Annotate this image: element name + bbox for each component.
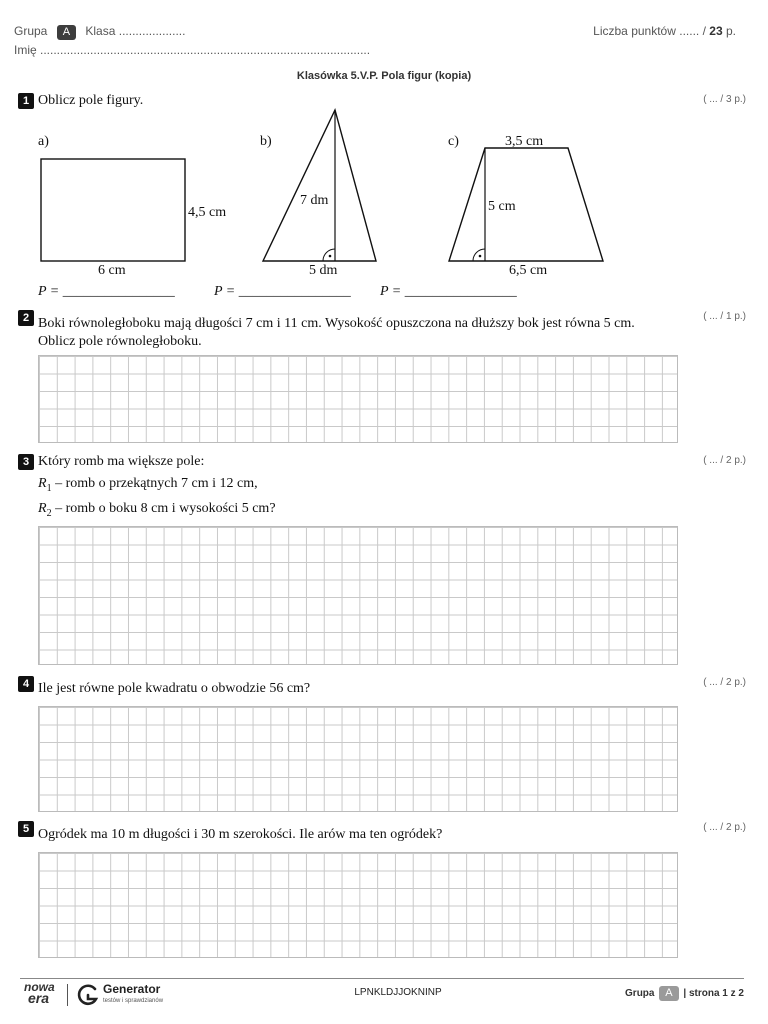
trapezoid-right-angle-dot-icon (479, 255, 482, 258)
trapezoid-right-angle-icon (473, 249, 485, 261)
r2-symbol: R (38, 501, 47, 516)
group-badge: A (57, 25, 76, 40)
figure-c-label: c) (448, 134, 459, 149)
logo-nowa: nowa (24, 980, 55, 994)
r1-symbol: R (38, 476, 47, 491)
question-2-number: 2 (18, 310, 34, 326)
question-2-text-line2: Oblicz pole równoległoboku. (38, 334, 202, 349)
question-4-text: Ile jest równe pole kwadratu o obwodzie 56 cm? (38, 681, 311, 696)
answer-line-c[interactable]: P = ________________ (380, 284, 517, 299)
question-4-number: 4 (18, 676, 34, 692)
page-title: Klasówka 5.V.P. Pola figur (kopia) (296, 70, 472, 82)
question-3-text: Który romb ma większe pole: (38, 454, 205, 469)
name-dots: ................................................................................................... (40, 43, 371, 57)
rhombus-r1-line (38, 474, 258, 498)
triangle-base-label: 5 dm (309, 263, 338, 278)
points-sep: / (702, 24, 706, 38)
document-code: LPNKLDJJOKNINP (354, 987, 442, 998)
question-5-answer-grid[interactable] (38, 852, 678, 958)
generator-subtitle: testów i sprawdzianów (103, 998, 164, 1004)
points-total: 23 (709, 24, 723, 38)
rectangle-bottom-label: 6 cm (98, 263, 126, 278)
question-3-number: 3 (18, 454, 34, 470)
footer-group-badge: A (659, 986, 678, 1001)
footer-group-label: Grupa (625, 988, 655, 999)
rectangle-side-label: 4,5 cm (188, 205, 227, 220)
points-dots: ...... (679, 24, 700, 38)
trapezoid-top-label: 3,5 cm (505, 134, 544, 149)
question-2-answer-grid[interactable] (38, 355, 678, 443)
triangle-right-angle-icon (323, 249, 335, 261)
r1-text: – romb o przekątnych 7 cm i 12 cm, (51, 476, 258, 491)
class-dots: .................... (118, 24, 186, 38)
question-5-number: 5 (18, 821, 34, 837)
footer-page-number: | strona 1 z 2 (683, 988, 744, 999)
r1-subscript: 1 (46, 482, 52, 494)
answer-line-a[interactable]: P = ________________ (38, 284, 175, 299)
points-unit: p. (725, 24, 736, 38)
triangle-height-label: 7 dm (300, 193, 329, 208)
group-label: Grupa (14, 24, 48, 38)
triangle-right-angle-dot-icon (329, 255, 332, 258)
footer-divider (20, 978, 744, 979)
question-2-points: ( ... / 1 p.) (703, 311, 746, 322)
question-2-text-line1: Boki równoległoboku mają długości 7 cm i 11 cm. Wysokość opuszczona na dłuższy bok jest równa 5 cm. (38, 316, 635, 331)
question-1-number: 1 (18, 93, 34, 109)
generator-title: Generator (103, 982, 161, 996)
points-label: Liczba punktów (593, 24, 676, 38)
figure-a-label: a) (38, 134, 49, 149)
r2-subscript: 2 (46, 507, 52, 519)
question-4-answer-grid[interactable] (38, 706, 678, 812)
question-3-answer-grid[interactable] (38, 526, 678, 665)
question-5-points: ( ... / 2 p.) (703, 822, 746, 833)
r2-text: – romb o boku 8 cm i wysokości 5 cm? (51, 501, 276, 516)
question-1-points: ( ... / 3 p.) (703, 94, 746, 105)
question-3-points: ( ... / 2 p.) (703, 455, 746, 466)
triangle-shape (263, 110, 376, 261)
trapezoid-bottom-label: 6,5 cm (509, 263, 548, 278)
footer-page-info (625, 986, 744, 1001)
question-1-figures (0, 0, 768, 300)
figure-b-label: b) (260, 134, 272, 149)
rhombus-r2-line (38, 499, 276, 523)
question-4-points: ( ... / 2 p.) (703, 677, 746, 688)
name-label: Imię (14, 43, 37, 57)
trapezoid-height-label: 5 cm (488, 199, 516, 214)
rectangle-shape (41, 159, 185, 261)
question-1-text: Oblicz pole figury. (38, 93, 144, 108)
trapezoid-shape (449, 148, 603, 261)
logo-era: era (28, 990, 50, 1006)
class-label: Klasa (85, 24, 116, 38)
answer-line-b[interactable]: P = ________________ (214, 284, 351, 299)
question-5-text: Ogródek ma 10 m długości i 30 m szerokości. Ile arów ma ten ogródek? (38, 827, 443, 842)
